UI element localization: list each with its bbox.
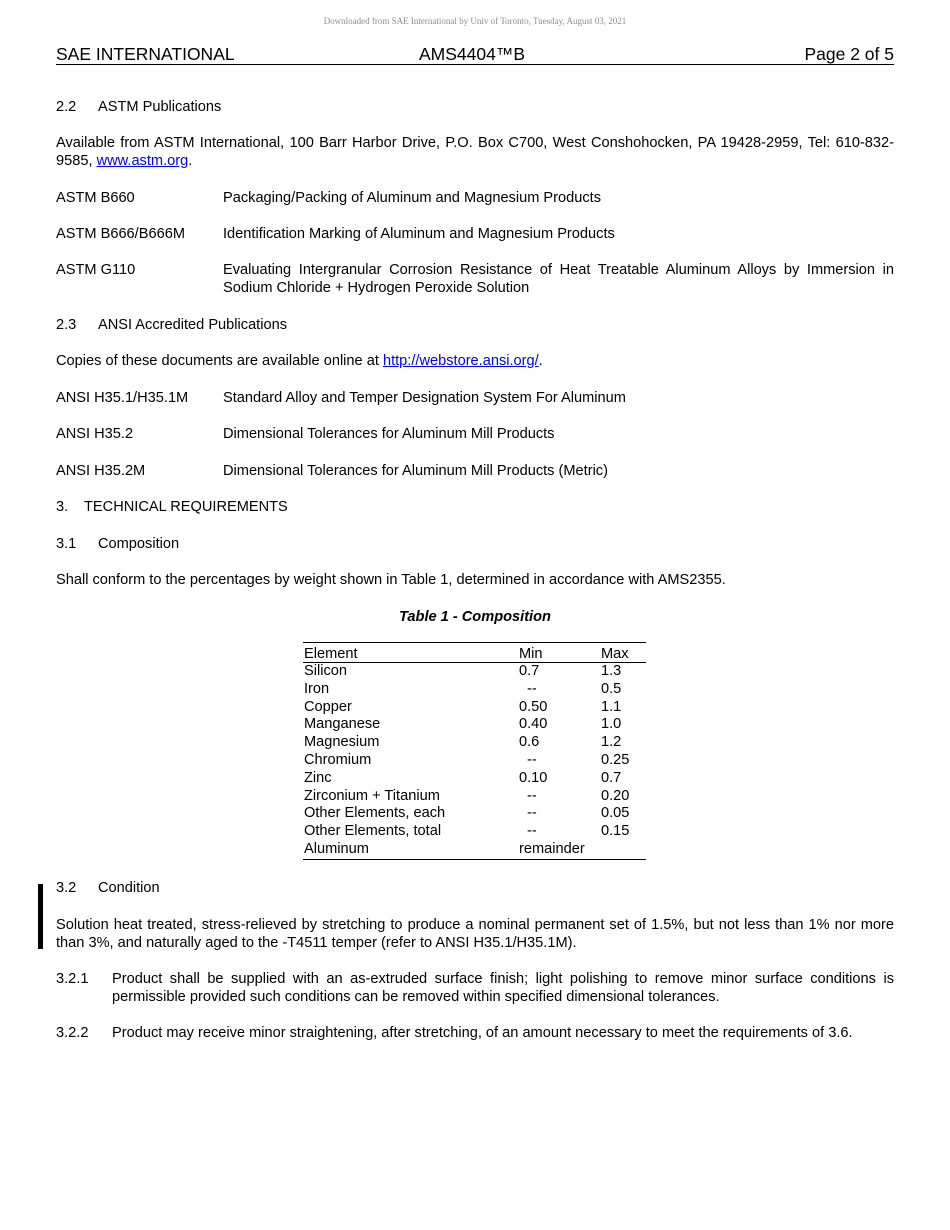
cell-element: Manganese (304, 716, 381, 733)
ref-description: Dimensional Tolerances for Aluminum Mill Products (223, 426, 555, 442)
header-page-number: Page 2 of 5 (804, 44, 894, 64)
section-number: 3. (56, 499, 69, 515)
ref-code: ANSI H35.2 (56, 426, 134, 442)
cell-max: 0.20 (601, 787, 630, 804)
cell-min: -- (527, 787, 537, 804)
cell-min: -- (527, 823, 537, 840)
astm-period: . (188, 153, 193, 169)
cell-max: 0.7 (601, 769, 622, 786)
ref-code: ASTM B666/B666M (56, 226, 185, 242)
section-2-3-heading (56, 316, 287, 334)
cell-max: 0.15 (601, 823, 630, 840)
cell-min: -- (527, 805, 537, 822)
page-header (56, 44, 894, 65)
cell-min: remainder (519, 840, 585, 857)
cell-element: Zirconium + Titanium (304, 787, 440, 804)
astm-availability-text (56, 134, 894, 170)
table-row (303, 752, 646, 770)
cell-max: 1.3 (601, 663, 622, 679)
cell-min: 0.7 (519, 663, 540, 679)
column-header: Element (304, 646, 358, 662)
section-title: Condition (98, 880, 160, 896)
table-row (303, 699, 646, 717)
cell-element: Magnesium (304, 734, 380, 751)
table-row (303, 841, 646, 859)
cell-max: 1.2 (601, 734, 622, 751)
section-title: TECHNICAL REQUIREMENTS (84, 499, 288, 515)
download-watermark: Downloaded from SAE International by Univ of Toronto, Tuesday, August 03, 2021 (323, 16, 627, 26)
ansi-period: . (538, 353, 543, 369)
cell-min: 0.40 (519, 716, 548, 733)
section-3-2-heading (56, 879, 160, 897)
column-header: Min (519, 646, 543, 662)
section-2-2-heading (56, 98, 221, 116)
astm-link[interactable]: www.astm.org (96, 153, 189, 169)
section-3-2-2-text: Product may receive minor straightening, after stretching, of an amount necessary to meet the requirements of 3.6. (112, 1025, 853, 1041)
composition-table (303, 642, 646, 860)
ref-description: Identification Marking of Aluminum and Magnesium Products (223, 226, 615, 242)
table-row (303, 770, 646, 788)
cell-element: Aluminum (304, 840, 369, 857)
cell-element: Iron (304, 680, 330, 697)
ref-description: Evaluating Intergranular Corrosion Resistance of Heat Treatable Aluminum Alloys by Immersion in Sodium Chloride + Hydrogen Peroxide Solution (223, 262, 894, 296)
column-header: Max (601, 646, 629, 662)
cell-max: 0.5 (601, 680, 622, 697)
ref-code: ANSI H35.2M (56, 463, 146, 479)
ref-code: ASTM B660 (56, 190, 135, 206)
ansi-intro: Copies of these documents are available online at (56, 353, 383, 369)
cell-element: Other Elements, each (304, 805, 446, 822)
cell-max: 0.05 (601, 805, 630, 822)
ref-code: ASTM G110 (56, 262, 136, 278)
cell-element: Chromium (304, 751, 372, 768)
ref-code: ANSI H35.1/H35.1M (56, 390, 189, 406)
condition-text: Solution heat treated, stress-relieved by stretching to produce a nominal permanent set of 1.5%, but not less than 1% nor more than 3%, and naturally aged to the -T4511 temper (refer to ANSI H35.1/H35.1M). (56, 917, 894, 951)
cell-element: Other Elements, total (304, 823, 442, 840)
cell-min: -- (527, 751, 537, 768)
cell-element: Zinc (304, 769, 332, 786)
table-row (303, 734, 646, 752)
section-number: 3.1 (56, 536, 77, 552)
section-title: ANSI Accredited Publications (98, 317, 288, 333)
cell-min: 0.50 (519, 698, 548, 715)
table-row (303, 805, 646, 823)
table-row (303, 823, 646, 841)
cell-max: 1.0 (601, 716, 622, 733)
section-3-2-2-number: 3.2.2 (56, 1025, 89, 1041)
cell-element: Copper (304, 698, 352, 715)
header-doc-id: AMS4404™B (419, 44, 526, 64)
table-row (303, 716, 646, 734)
cell-max: 0.25 (601, 751, 630, 768)
cell-max: 1.1 (601, 698, 622, 715)
ansi-availability-text (56, 352, 894, 370)
cell-min: 0.6 (519, 734, 540, 751)
table-row (303, 681, 646, 699)
astm-intro: Available from ASTM International, 100 Barr Harbor Drive, P.O. Box C700, West Conshohocken, PA 19428-2959, Tel: 610-832-9585, (56, 135, 894, 169)
revision-change-bar (38, 884, 43, 949)
section-number: 3.2 (56, 880, 77, 896)
cell-element: Silicon (304, 663, 347, 679)
section-title: ASTM Publications (98, 99, 222, 115)
section-title: Composition (98, 536, 180, 552)
ref-description: Packaging/Packing of Aluminum and Magnesium Products (223, 190, 602, 206)
section-number: 2.3 (56, 317, 77, 333)
section-3-1-heading (56, 535, 179, 553)
header-org: SAE INTERNATIONAL (56, 44, 235, 64)
section-3-2-1-text: Product shall be supplied with an as-extruded surface finish; light polishing to remove minor surface conditions is permissible provided such conditions can be removed within specified dimensional tolerances. (112, 971, 894, 1005)
section-3-2-1-number: 3.2.1 (56, 971, 89, 987)
section-number: 2.2 (56, 99, 77, 115)
table-row (303, 663, 646, 681)
ref-description: Dimensional Tolerances for Aluminum Mill Products (Metric) (223, 463, 608, 479)
cell-min: -- (527, 680, 537, 697)
table-header-row (303, 643, 646, 663)
ref-description: Standard Alloy and Temper Designation System For Aluminum (223, 390, 626, 406)
ansi-link[interactable]: http://webstore.ansi.org/ (382, 353, 539, 369)
composition-text: Shall conform to the percentages by weight shown in Table 1, determined in accordance with AMS2355. (56, 572, 726, 588)
table-row (303, 788, 646, 806)
cell-min: 0.10 (519, 769, 548, 786)
table-caption: Table 1 - Composition (399, 609, 551, 625)
section-3-heading (56, 498, 288, 516)
